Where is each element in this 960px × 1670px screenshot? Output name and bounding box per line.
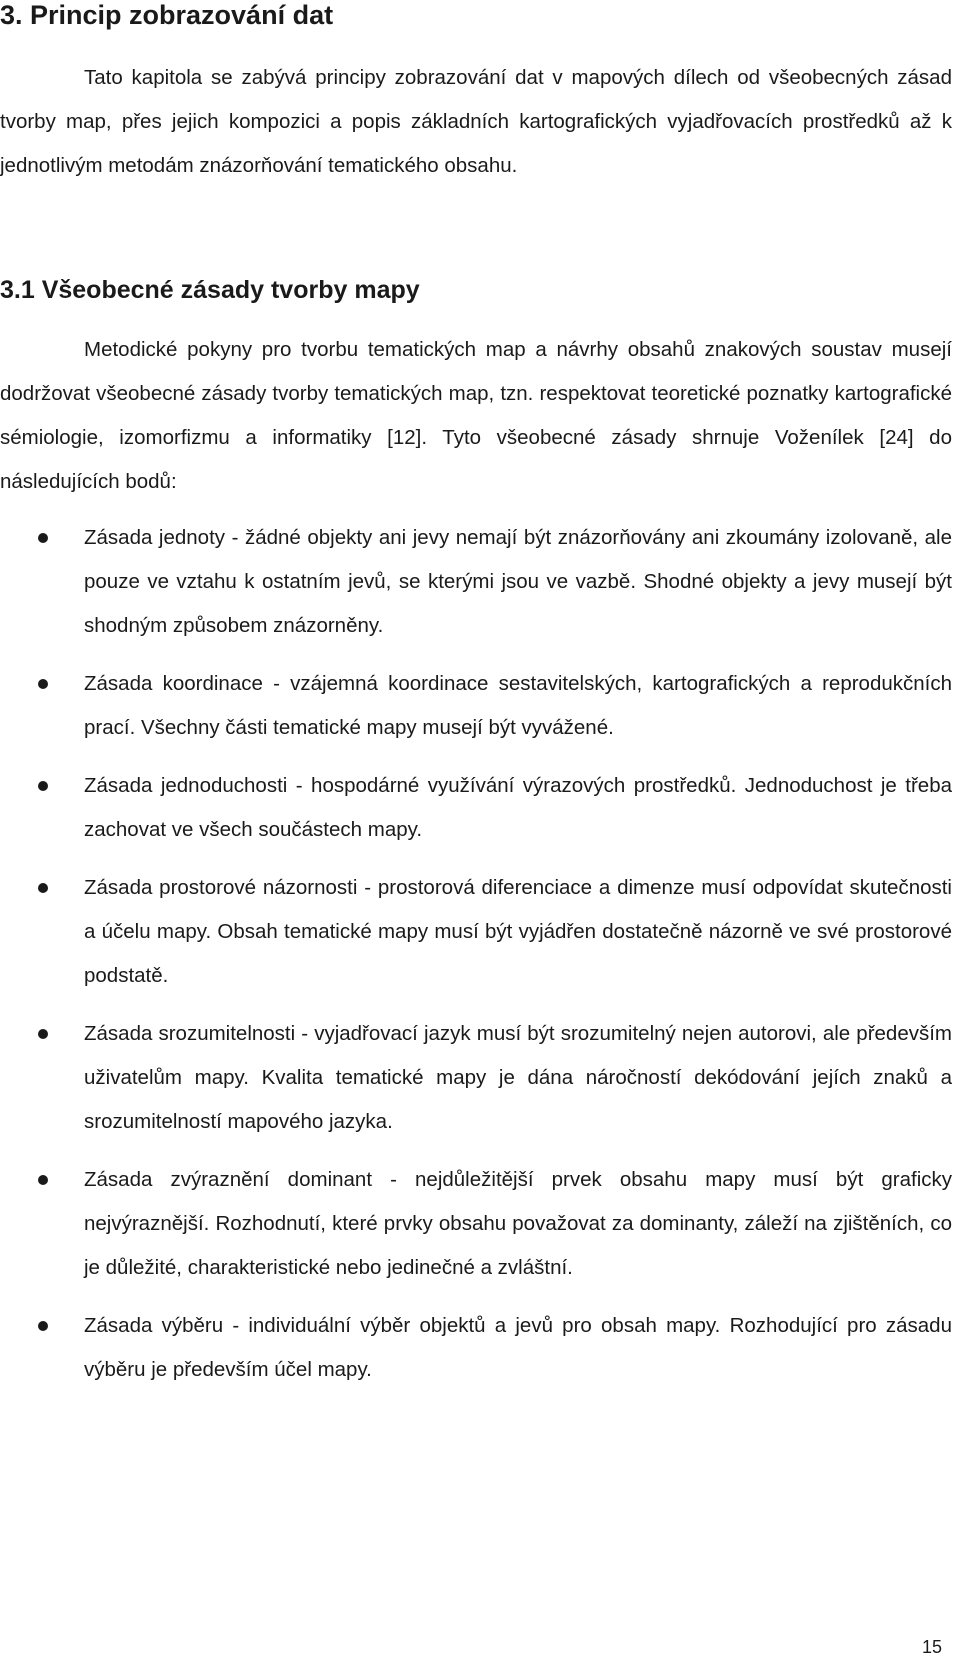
list-item-text: Zásada prostorové názornosti - prostorová diferenciace a dimenze musí odpovídat skutečnosti a účelu mapy. Obsah tematické mapy musí být vyjádřen dostatečně názorně ve své prostorové podstatě. (84, 876, 952, 987)
list-item-text: Zásada jednoty - žádné objekty ani jevy nemají být znázorňovány ani zkoumány izolovaně, ale pouze ve vztahu k ostatním jevů, se kterými jsou ve vazbě. Shodné objekty a jevy musejí být shodným způsobem znázorněny. (84, 526, 952, 637)
bullet-icon (38, 533, 48, 543)
section-title: 3.1 Všeobecné zásady tvorby mapy (0, 276, 420, 304)
chapter-title: 3. Princip zobrazování dat (0, 0, 334, 30)
list-item (0, 516, 952, 648)
list-item (0, 764, 952, 852)
list-item-text: Zásada jednoduchosti - hospodárné využívání výrazových prostředků. Jednoduchost je třeba zachovat ve všech součástech mapy. (84, 774, 952, 841)
intro-paragraph: Tato kapitola se zabývá principy zobrazování dat v mapových dílech od všeobecných zásad tvorby map, přes jejich kompozici a popis základních kartografických vyjadřovacích prostředků až k jednotlivým metodám znázorňování tematického obsahu. (0, 66, 952, 177)
list-item (0, 1304, 952, 1392)
list-item (0, 1158, 952, 1290)
principles-list (0, 516, 952, 1392)
list-item-text: Zásada zvýraznění dominant - nejdůležitější prvek obsahu mapy musí být graficky nejvýraznější. Rozhodnutí, které prvky obsahu považovat za dominanty, záleží na zjištěních, co je důležité, charakteristické nebo jedinečné a zvláštní. (84, 1168, 952, 1279)
list-item (0, 1012, 952, 1144)
bullet-icon (38, 1321, 48, 1331)
bullet-icon (38, 781, 48, 791)
bullet-icon (38, 1029, 48, 1039)
section-paragraph: Metodické pokyny pro tvorbu tematických map a návrhy obsahů znakových soustav musejí dodržovat všeobecné zásady tvorby tematických map, tzn. respektovat teoretické poznatky kartografické sémiologie, izomorfizmu a informatiky [12]. Tyto všeobecné zásady shrnuje Voženílek [24] do následujících bodů: (0, 338, 952, 493)
bullet-icon (38, 1175, 48, 1185)
page-number: 15 (921, 1637, 942, 1657)
list-item-text: Zásada koordinace - vzájemná koordinace sestavitelských, kartografických a reprodukčních prací. Všechny části tematické mapy musejí být vyvážené. (84, 672, 952, 739)
bullet-icon (38, 679, 48, 689)
list-item-text: Zásada srozumitelnosti - vyjadřovací jazyk musí být srozumitelný nejen autorovi, ale především uživatelům mapy. Kvalita tematické mapy je dána náročností dekódování jejích znaků a srozumitelností mapového jazyka. (84, 1022, 952, 1133)
list-item (0, 662, 952, 750)
list-item (0, 866, 952, 998)
bullet-icon (38, 883, 48, 893)
list-item-text: Zásada výběru - individuální výběr objektů a jevů pro obsah mapy. Rozhodující pro zásadu výběru je především účel mapy. (84, 1314, 952, 1381)
